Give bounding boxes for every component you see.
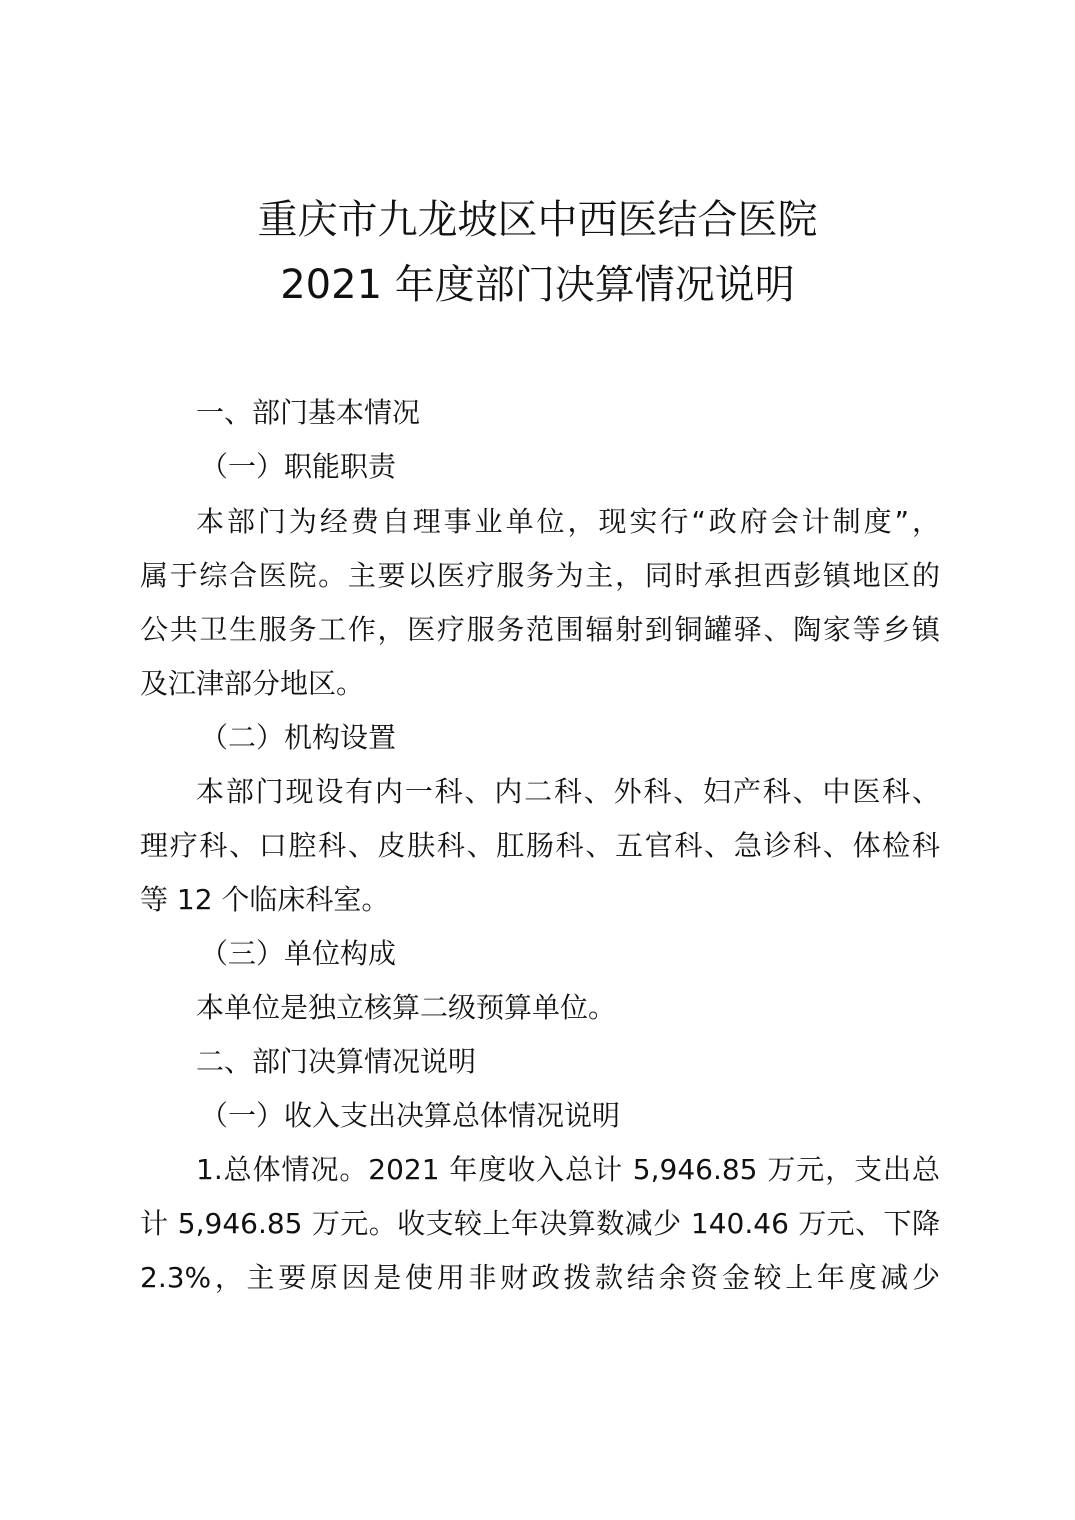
subheading-unit-composition: （三）单位构成 (200, 937, 397, 970)
subheading-functions: （一）职能职责 (200, 450, 397, 483)
paragraph-line: 本部门现设有内一科、内二科、外科、妇产科、中医科、 (196, 775, 940, 808)
paragraph-line: 属于综合医院。主要以医疗服务为主，同时承担西彭镇地区的 (140, 559, 940, 592)
paragraph-line: 公共卫生服务工作，医疗服务范围辐射到铜罐驿、陶家等乡镇 (140, 613, 940, 646)
document-title-line-2: 2021 年度部门决算情况说明 (280, 262, 795, 308)
paragraph-line: 等 12 个临床科室。 (140, 883, 390, 916)
paragraph-line: 2.3%，主要原因是使用非财政拨款结余资金较上年度减少 (140, 1261, 940, 1294)
document-title-line-1: 重庆市九龙坡区中西医结合医院 (257, 197, 818, 243)
section-heading-basic-info: 一、部门基本情况 (196, 396, 421, 429)
paragraph-line: 本部门为经费自理事业单位，现实行“政府会计制度”， (196, 505, 940, 538)
paragraph-line: 1.总体情况。2021 年度收入总计 5,946.85 万元，支出总 (196, 1153, 940, 1186)
subheading-income-expense: （一）收入支出决算总体情况说明 (200, 1099, 621, 1132)
section-heading-final-accounts: 二、部门决算情况说明 (196, 1045, 477, 1078)
paragraph-line: 及江津部分地区。 (140, 667, 365, 700)
paragraph-line: 理疗科、口腔科、皮肤科、肛肠科、五官科、急诊科、体检科 (140, 829, 940, 862)
paragraph-line: 计 5,946.85 万元。收支较上年决算数减少 140.46 万元、下降 (140, 1207, 940, 1240)
paragraph-line: 本单位是独立核算二级预算单位。 (196, 991, 617, 1024)
subheading-organization: （二）机构设置 (200, 721, 397, 754)
